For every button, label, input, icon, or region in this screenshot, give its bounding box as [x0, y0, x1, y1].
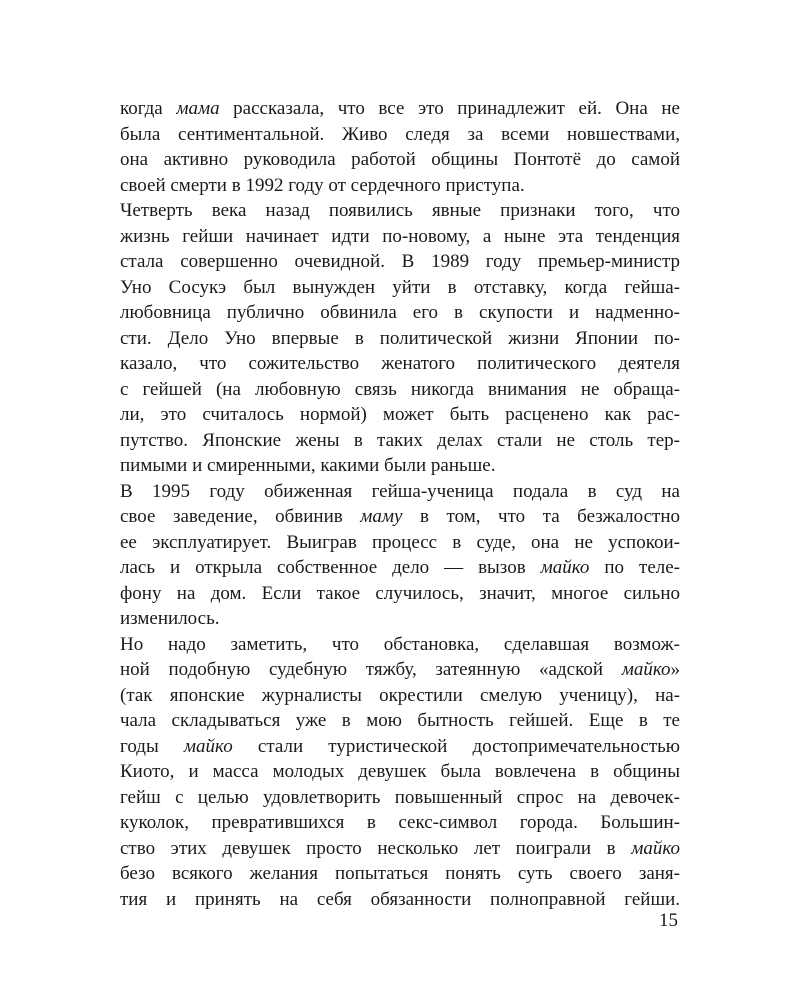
body-text: [120, 96, 680, 912]
text-line: она активно руководила работой общины Понтотё до самой: [120, 149, 680, 170]
text-line: гейш с целью удовлетворить повышенный спрос на девочек-: [120, 786, 680, 808]
text-line: тия и принять на себя обязанности полноправной гейши.: [120, 888, 680, 910]
text-line: любовница публично обвинила его в скупости и надменно-: [120, 302, 680, 323]
paragraph-1: [120, 96, 680, 198]
page-number: 15: [659, 910, 678, 931]
text-line: когда мама рассказала, что все это принадлежит ей. Она не: [120, 98, 680, 119]
text-line: куколок, превратившихся в секс-символ города. Большин-: [120, 812, 680, 833]
text-line: стала совершенно очевидной. В 1989 году премьер-министр: [120, 251, 680, 272]
text-line: ство этих девушек просто несколько лет поиграли в майко: [120, 837, 680, 859]
text-line: фону на дом. Если такое случилось, значит, многое сильно: [120, 582, 680, 604]
text-line: путство. Японские жены в таких делах стали не столь тер-: [120, 429, 680, 451]
text-line: своей смерти в 1992 году от сердечного приступа.: [120, 174, 525, 196]
paragraph-4: [120, 632, 680, 913]
text-line: годы майко стали туристической достопримечательностью: [120, 735, 680, 757]
text-line: изменилось.: [120, 608, 220, 629]
text-line: (так японские журналисты окрестили смелую ученицу), на-: [120, 684, 680, 706]
text-line: с гейшей (на любовную связь никогда внимания не обраща-: [120, 378, 680, 400]
text-line: Но надо заметить, что обстановка, сделавшая возмож-: [120, 633, 680, 655]
text-line: Киото, и масса молодых девушек была вовлечена в общины: [120, 761, 680, 782]
text-line: Четверть века назад появились явные признаки того, что: [120, 200, 680, 221]
text-line: ее эксплуатирует. Выиграв процесс в суде, она не успокои-: [120, 531, 680, 553]
text-line: свое заведение, обвинив маму в том, что та безжалостно: [120, 506, 681, 527]
text-line: безо всякого желания попытаться понять суть своего заня-: [120, 863, 680, 884]
text-line: ли, это считалось нормой) может быть расценено как рас-: [120, 404, 680, 425]
text-line: казало, что сожительство женатого политического деятеля: [120, 353, 680, 374]
paragraph-2: [120, 198, 680, 479]
text-line: ной подобную судебную тяжбу, затеянную «адской майко»: [120, 659, 680, 680]
text-line: была сентиментальной. Живо следя за всеми новшествами,: [120, 123, 680, 145]
text-line: пимыми и смиренными, какими были раньше.: [120, 455, 496, 476]
paragraph-3: [120, 479, 680, 632]
text-line: В 1995 году обиженная гейша-ученица подала в суд на: [120, 480, 680, 502]
text-line: Уно Сосукэ был вынужден уйти в отставку, когда гейша-: [120, 276, 680, 298]
text-line: жизнь гейши начинает идти по-новому, а ныне эта тенденция: [120, 225, 680, 247]
text-line: лась и открыла собственное дело — вызов майко по теле-: [120, 557, 680, 578]
text-line: чала складываться уже в мою бытность гейшей. Еще в те: [120, 710, 680, 731]
text-line: сти. Дело Уно впервые в политической жизни Японии по-: [120, 327, 680, 349]
